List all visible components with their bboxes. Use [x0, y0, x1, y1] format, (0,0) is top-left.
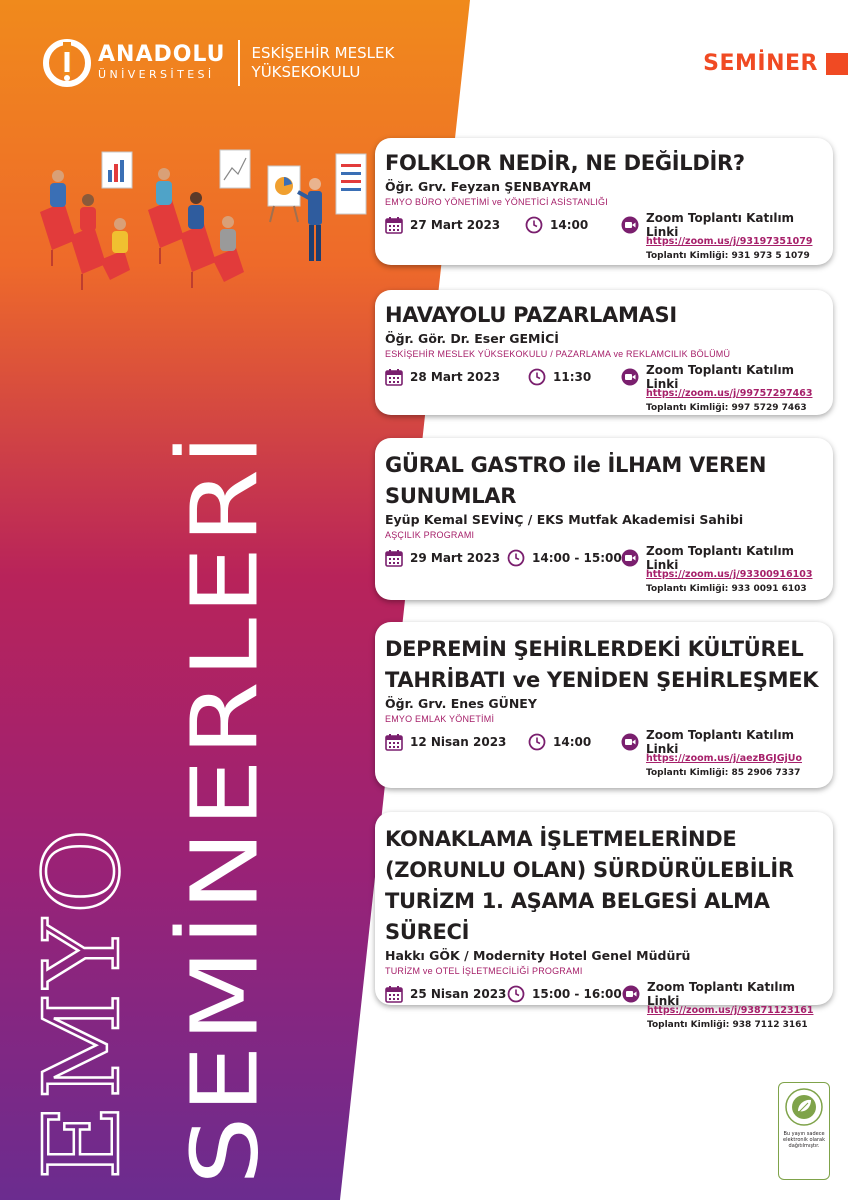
- seminar-info-row: [385, 544, 823, 594]
- presenter-figure: [298, 178, 322, 261]
- badge-note: Bu yayın sadece elektronik olarak dağıtılmıştır.: [783, 1131, 825, 1149]
- video-camera-icon: [621, 549, 639, 567]
- seminer-bar: [826, 53, 848, 75]
- seminar-title: TURİZM 1. AŞAMA BELGESİ ALMA SÜRECİ: [385, 889, 770, 944]
- clock-icon: [528, 368, 546, 386]
- school-name-line1: ESKİŞEHİR MESLEK: [251, 44, 395, 62]
- clock-icon: [528, 733, 546, 751]
- time-text: 14:00: [553, 735, 592, 749]
- seminar-speaker: Eyüp Kemal SEVİNÇ / EKS Mutfak Akademisi Sahibi: [385, 512, 744, 527]
- meeting-id: Toplantı Kimliği: 938 7112 3161: [647, 1020, 808, 1030]
- seminar-date: [385, 367, 500, 387]
- zoom-link[interactable]: https://zoom.us/j/93197351079: [646, 236, 813, 247]
- meeting-id: Toplantı Kimliği: 85 2906 7337: [646, 768, 801, 778]
- seminar-info-row: [385, 980, 823, 1030]
- date-text: 29 Mart 2023: [410, 551, 501, 565]
- date-text: 12 Nisan 2023: [410, 735, 507, 749]
- zoom-block: [621, 363, 823, 416]
- calendar-icon: [385, 216, 403, 234]
- time-text: 11:30: [553, 370, 592, 384]
- time-text: 14:00: [550, 218, 589, 232]
- seminar-time: [507, 548, 622, 568]
- seminar-card: [375, 812, 833, 1030]
- zoom-block: [622, 980, 823, 1033]
- seminar-illustration: [30, 140, 380, 300]
- audience-chairs: [40, 200, 244, 282]
- zoom-label: Zoom Toplantı Katılım Linki: [646, 211, 795, 239]
- seminar-info-row: [385, 728, 823, 778]
- meeting-id: Toplantı Kimliği: 997 5729 7463: [646, 403, 807, 413]
- seminar-title: SUNUMLAR: [385, 484, 517, 508]
- clock-icon: [507, 985, 525, 1003]
- meeting-id: Toplantı Kimliği: 931 973 5 1079: [646, 251, 810, 261]
- calendar-icon: [385, 368, 403, 386]
- seminar-speaker: Hakkı GÖK / Modernity Hotel Genel Müdürü: [385, 948, 691, 963]
- sustainability-badge: [778, 1082, 830, 1180]
- logo-divider: [238, 40, 240, 86]
- zoom-label: Zoom Toplantı Katılım Linki: [646, 728, 795, 756]
- date-text: 28 Mart 2023: [410, 370, 501, 384]
- video-camera-icon: [622, 985, 640, 1003]
- seminar-card: [375, 290, 833, 415]
- seminar-department: AŞÇILIK PROGRAMI: [385, 530, 475, 540]
- zoom-label: Zoom Toplantı Katılım Linki: [647, 980, 796, 1008]
- zoom-block: [621, 728, 823, 781]
- zoom-link[interactable]: https://zoom.us/j/93300916103: [646, 569, 813, 580]
- date-text: 27 Mart 2023: [410, 218, 501, 232]
- seminar-title: DEPREMİN ŞEHİRLERDEKİ KÜLTÜREL: [385, 637, 804, 661]
- seminar-date: [385, 984, 506, 1004]
- seminar-info-row: [385, 211, 823, 261]
- seminar-title: (ZORUNLU OLAN) SÜRDÜRÜLEBİLİR: [385, 858, 794, 882]
- anadolu-logo-icon: [42, 38, 92, 88]
- seminar-title: TAHRİBATI ve YENİDEN ŞEHİRLEŞMEK: [385, 668, 819, 692]
- title-seminerleri: SEMİNERLERİ: [172, 430, 279, 1185]
- seminar-time: [528, 367, 591, 387]
- leaf-icon: [784, 1087, 824, 1127]
- zoom-block: [621, 544, 823, 597]
- seminar-time: [528, 732, 591, 752]
- zoom-label: Zoom Toplantı Katılım Linki: [646, 544, 795, 572]
- seminar-time: [507, 984, 622, 1004]
- seminar-department: EMYO BÜRO YÖNETİMİ ve YÖNETİCİ ASİSTANLIĞI: [385, 197, 608, 207]
- seminar-speaker: Öğr. Grv. Feyzan ŞENBAYRAM: [385, 179, 592, 194]
- school-name: [252, 44, 395, 82]
- seminar-info-row: [385, 363, 823, 413]
- clock-icon: [507, 549, 525, 567]
- presentation-board-icon: [268, 166, 300, 222]
- zoom-link[interactable]: https://zoom.us/j/99757297463: [646, 388, 813, 399]
- calendar-icon: [385, 985, 403, 1003]
- university-name: ANADOLU: [98, 42, 226, 67]
- video-camera-icon: [621, 216, 639, 234]
- calendar-icon: [385, 733, 403, 751]
- seminar-speaker: Öğr. Gör. Dr. Eser GEMİCİ: [385, 331, 559, 346]
- video-camera-icon: [621, 368, 639, 386]
- time-text: 15:00 - 16:00: [532, 987, 622, 1001]
- seminar-department: ESKİŞEHİR MESLEK YÜKSEKOKULU / PAZARLAMA ve REKLAMCILIK BÖLÜMÜ: [385, 349, 731, 359]
- seminar-card: [375, 438, 833, 600]
- date-text: 25 Nisan 2023: [410, 987, 507, 1001]
- seminar-date: [385, 732, 506, 752]
- zoom-link[interactable]: https://zoom.us/j/93871123161: [647, 1005, 814, 1016]
- chart-board-icon: [102, 152, 132, 188]
- seminar-speaker: Öğr. Grv. Enes GÜNEY: [385, 696, 537, 711]
- university-logo: [42, 38, 394, 88]
- video-camera-icon: [621, 733, 639, 751]
- seminar-department: EMYO EMLAK YÖNETİMİ: [385, 714, 495, 724]
- clock-icon: [525, 216, 543, 234]
- time-text: 14:00 - 15:00: [532, 551, 622, 565]
- title-emyo: EMYO: [21, 823, 143, 1180]
- zoom-block: [621, 211, 823, 264]
- seminar-department: TURİZM ve OTEL İŞLETMECİLİĞİ PROGRAMI: [385, 966, 583, 976]
- line-board-icon: [220, 150, 250, 188]
- seminer-tag: [703, 51, 848, 76]
- seminar-title: KONAKLAMA İŞLETMELERİNDE: [385, 827, 737, 851]
- list-board-icon: [336, 154, 366, 214]
- seminar-date: [385, 215, 500, 235]
- seminar-time: [525, 215, 588, 235]
- seminar-card: [375, 622, 833, 788]
- seminar-title: GÜRAL GASTRO ile İLHAM VEREN: [385, 453, 767, 477]
- calendar-icon: [385, 549, 403, 567]
- school-name-line2: YÜKSEKOKULU: [251, 63, 361, 81]
- seminar-title: HAVAYOLU PAZARLAMASI: [385, 303, 677, 327]
- seminar-card: [375, 138, 833, 265]
- zoom-label: Zoom Toplantı Katılım Linki: [646, 363, 795, 391]
- university-subtitle: ÜNİVERSİTESİ: [98, 68, 215, 81]
- zoom-link[interactable]: https://zoom.us/j/aezBGJGjUo: [646, 753, 802, 764]
- seminar-title: FOLKLOR NEDİR, NE DEĞİLDİR?: [385, 151, 745, 175]
- seminer-label: SEMİNER: [703, 51, 818, 76]
- seminar-date: [385, 548, 500, 568]
- meeting-id: Toplantı Kimliği: 933 0091 6103: [646, 584, 807, 594]
